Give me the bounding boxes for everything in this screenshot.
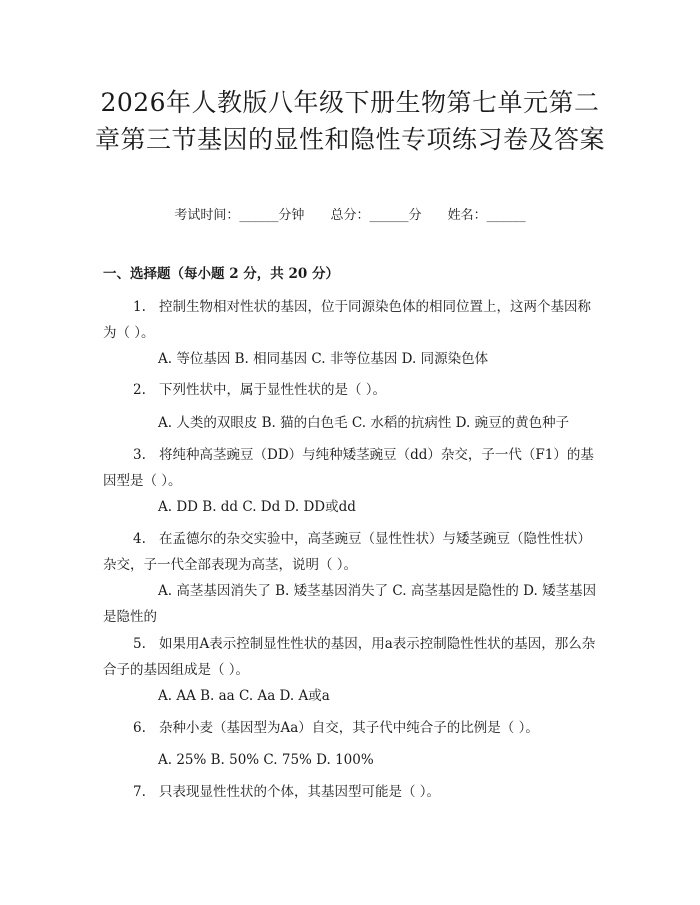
question-1 [103, 294, 601, 346]
question-text: 将纯种高茎豌豆（DD）与纯种矮茎豌豆（dd）杂交，子一代（F1）的基因型是（ ）。 [103, 447, 594, 489]
exam-info-line [0, 207, 700, 225]
question-number: 7. [133, 784, 146, 800]
student-name-field: 姓名：______ [447, 208, 526, 223]
question-5-options: A. AA B. aa C. Aa D. A或a [158, 688, 330, 704]
question-1-options: A. 等位基因 B. 相同基因 C. 非等位基因 D. 同源染色体 [158, 351, 489, 367]
question-number: 2. [133, 382, 146, 398]
question-text: 如果用A表示控制显性性状的基因，用a表示控制隐性性状的基因，那么杂合子的基因组成是（ ）。 [103, 636, 596, 678]
question-text: 在孟德尔的杂交实验中，高茎豌豆（显性性状）与矮茎豌豆（隐性性状）杂交，子一代全部表现为高茎，说明（ ）。 [103, 531, 591, 573]
question-4 [103, 526, 601, 578]
question-number: 1. [133, 299, 146, 315]
section-heading-multiple-choice: 一、选择题（每小题 2 分，共 20 分） [103, 266, 339, 282]
question-text: 控制生物相对性状的基因，位于同源染色体的相同位置上，这两个基因称为（ ）。 [103, 299, 591, 341]
question-5 [103, 631, 601, 683]
question-7 [103, 779, 601, 805]
total-score-field: 总分：______分 [330, 208, 422, 223]
question-6-options: A. 25% B. 50% C. 75% D. 100% [158, 752, 374, 768]
question-4-options: A. 高茎基因消失了 B. 矮茎基因消失了 C. 高茎基因是隐性的 D. 矮茎基因是隐性的 [103, 583, 597, 625]
question-number: 6. [133, 720, 146, 736]
exam-time-field: 考试时间：______分钟 [174, 208, 305, 223]
question-3 [103, 442, 601, 494]
question-number: 4. [133, 531, 146, 547]
question-number: 3. [133, 447, 146, 463]
document-title: 2026年人教版八年级下册生物第七单元第二章第三节基因的显性和隐性专项练习卷及答案 [94, 88, 605, 154]
question-text: 只表现显性性状的个体，其基因型可能是（ ）。 [159, 784, 441, 800]
question-number: 5. [133, 636, 146, 652]
question-2 [103, 377, 601, 403]
question-3-options: A. DD B. dd C. Dd D. DD或dd [158, 499, 356, 515]
question-text: 下列性状中，属于显性性状的是（ ）。 [159, 382, 387, 398]
question-2-options: A. 人类的双眼皮 B. 猫的白色毛 C. 水稻的抗病性 D. 豌豆的黄色种子 [158, 415, 570, 431]
question-6 [103, 715, 601, 741]
question-text: 杂种小麦（基因型为Aa）自交，其子代中纯合子的比例是（ ）。 [159, 720, 539, 736]
